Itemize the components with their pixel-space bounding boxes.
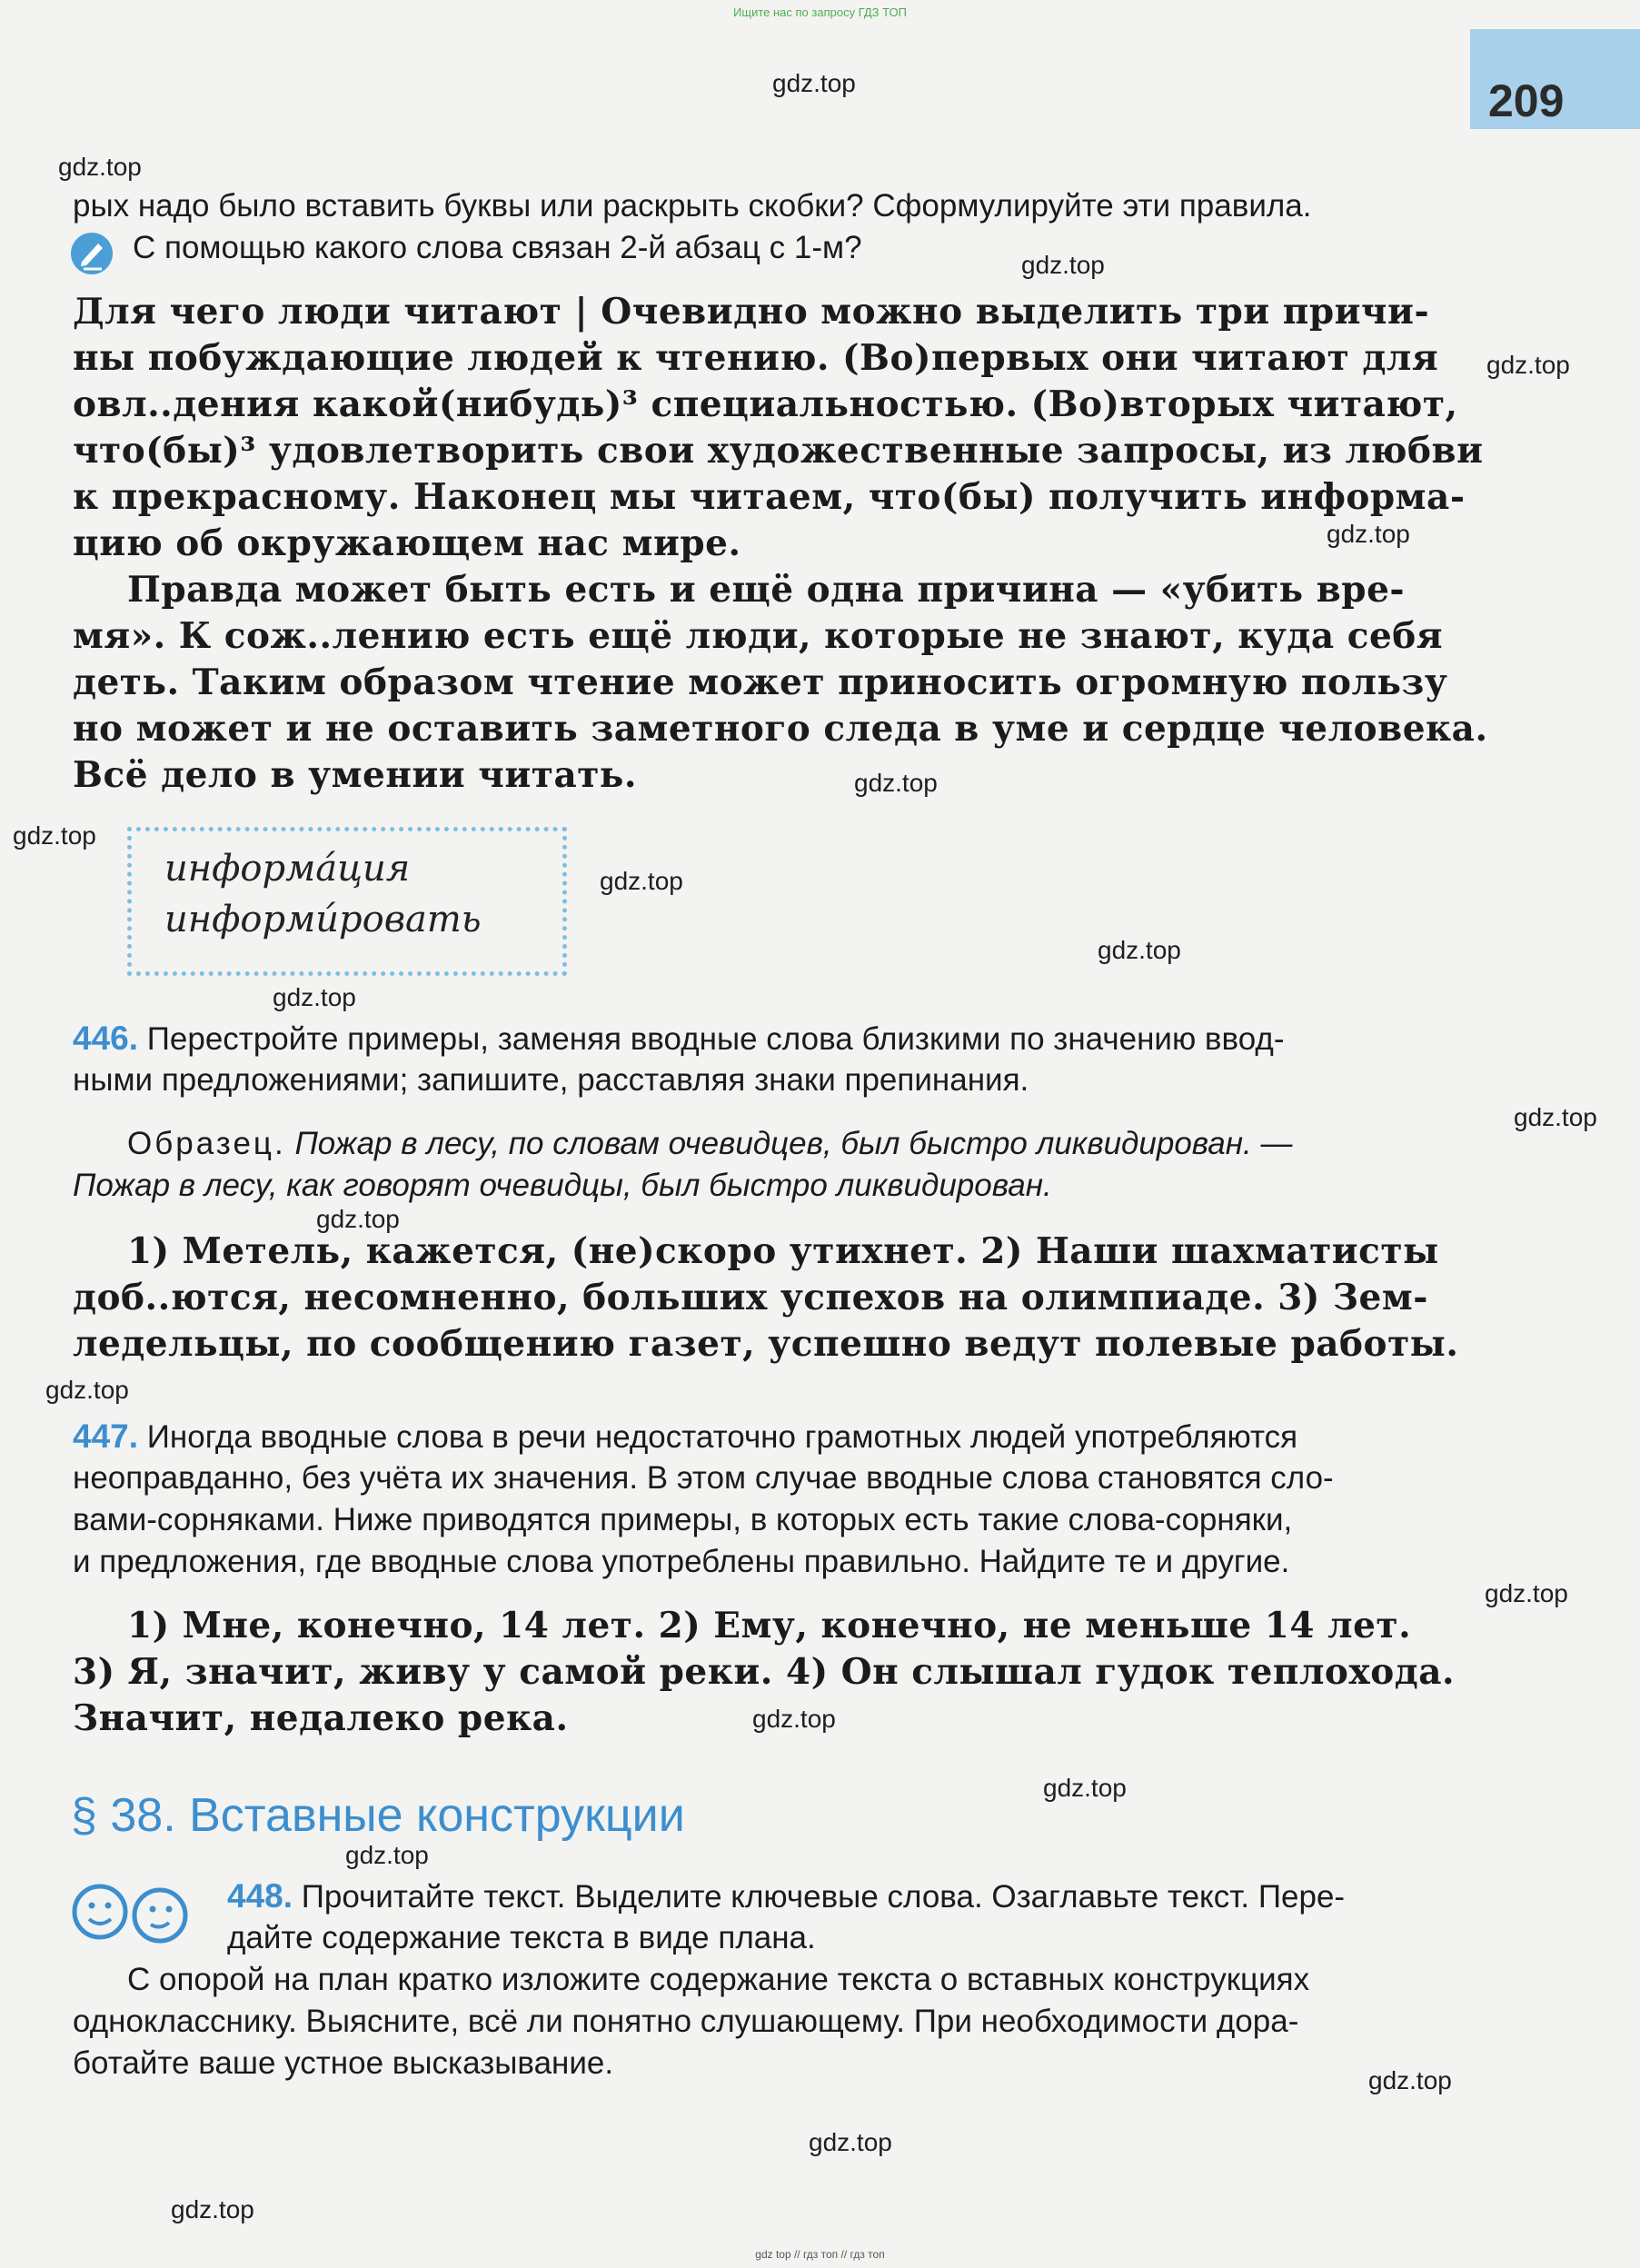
bottom-banner: gdz top // гдз топ // гдз топ [755,2248,885,2261]
example-line: 1) Метель, кажется, (не)скоро утихнет. 2) Наши шахматисты [127,1230,1439,1272]
section-title: § 38. Вставные конструкции [71,1789,685,1842]
vocab-word: информа́ция [164,848,411,890]
task-text: и предложения, где вводные слова употреблены правильно. Найдите те и другие. [73,1544,1290,1579]
intro-line: С помощью какого слова связан 2-й абзац с 1-м? [133,230,862,265]
text-line: ны побуждающие людей к чтению. (Во)первых они читают для [73,337,1439,379]
watermark: gdz.top [13,821,96,850]
task-text: Перестройте примеры, заменяя вводные слова близкими по значению ввод- [146,1021,1285,1057]
watermark: gdz.top [600,867,683,895]
text-line: но может и не оставить заметного следа в уме и сердце человека. [73,708,1488,750]
vocabulary-box [127,827,567,976]
text-line: к прекрасному. Наконец мы читаем, что(бы) получить информа- [73,476,1466,518]
watermark: gdz.top [1486,351,1570,379]
task-text: Прочитайте текст. Выделите ключевые слова. Озаглавьте текст. Пере- [301,1879,1346,1915]
watermark: gdz.top [1021,251,1105,279]
watermark: gdz.top [1485,1579,1568,1607]
exercise-448 [227,1875,1526,1918]
sample-line [127,1123,1581,1165]
watermark: gdz.top [809,2128,892,2156]
watermark: gdz.top [1043,1774,1127,1802]
task-text: дайте содержание текста в виде плана. [227,1920,816,1955]
intro-line: рых надо было вставить буквы или раскрыть скобки? Сформулируйте эти правила. [73,188,1312,224]
watermark: gdz.top [772,69,856,97]
task-text: неоправданно, без учёта их значения. В этом случае вводные слова становятся сло- [73,1460,1334,1496]
sample-text: Пожар в лесу, по словам очевидцев, был быстро ликвидирован. — [294,1126,1293,1161]
watermark: gdz.top [1368,2066,1452,2094]
watermark: gdz.top [273,983,356,1011]
watermark: gdz.top [1098,936,1181,964]
exercise-446 [73,1018,1526,1060]
watermark: gdz.top [45,1376,129,1404]
example-line: 3) Я, значит, живу у самой реки. 4) Он слышал гудок теплохода. [73,1651,1456,1693]
exercise-number: 446. [73,1020,139,1057]
task-text: ными предложениями; запишите, расставляя знаки препинания. [73,1062,1029,1098]
example-line: доб..ются, несомненно, больших успехов на олимпиаде. 3) Зем- [73,1277,1428,1318]
exercise-number: 447. [73,1418,139,1455]
watermark: gdz.top [171,2195,254,2223]
pen-icon [71,233,113,274]
exercise-number: 448. [227,1877,293,1915]
text-line: что(бы)³ удовлетворить свои художественные запросы, из любви [73,430,1484,472]
exercise-447 [73,1416,1526,1458]
text-line: Для чего люди читают | Очевидно можно выделить три причи- [73,291,1430,333]
example-line: 1) Мне, конечно, 14 лет. 2) Ему, конечно, не меньше 14 лет. [127,1605,1412,1646]
watermark: gdz.top [316,1205,400,1233]
text-line: цию об окружающем нас мире. [73,522,741,564]
sample-text: Пожар в лесу, как говорят очевидцы, был быстро ликвидирован. [73,1168,1052,1203]
watermark: gdz.top [58,153,142,181]
text-line: мя». К сож..лению есть ещё люди, которые не знают, куда себя [73,615,1444,657]
example-line: ледельцы, по сообщению газет, успешно ведут полевые работы. [73,1323,1459,1365]
vocab-word: информи́ровать [164,899,482,940]
watermark: gdz.top [1327,520,1410,548]
watermark: gdz.top [345,1841,429,1869]
task-text: Иногда вводные слова в речи недостаточно грамотных людей употребляются [146,1419,1298,1455]
text-line: Всё дело в умении читать. [73,754,637,796]
text-line: деть. Таким образом чтение может приносить огромную пользу [73,662,1448,703]
watermark: gdz.top [854,769,938,797]
example-line: Значит, недалеко река. [73,1697,569,1739]
text-line: овл..дения какой(нибудь)³ специальностью. (Во)вторых читают, [73,383,1458,425]
text-line: Правда может быть есть и ещё одна причина — «убить вре- [127,569,1406,611]
sample-label: Образец. [127,1126,286,1161]
top-banner: Ищите нас по запросу ГДЗ ТОП [733,5,907,19]
task-text: вами-сорняками. Ниже приводятся примеры, в которых есть такие слова-сорняки, [73,1502,1293,1537]
watermark: gdz.top [752,1705,836,1733]
paragraph-line: ботайте ваше устное высказывание. [73,2045,614,2081]
watermark: gdz.top [1514,1103,1597,1131]
discussion-icon [69,1881,196,1945]
paragraph-line: однокласснику. Выясните, всё ли понятно слушающему. При необходимости дора- [73,2004,1299,2039]
paragraph-line: С опорой на план кратко изложите содержание текста о вставных конструкциях [127,1962,1310,1997]
page-number: 209 [1488,75,1565,126]
